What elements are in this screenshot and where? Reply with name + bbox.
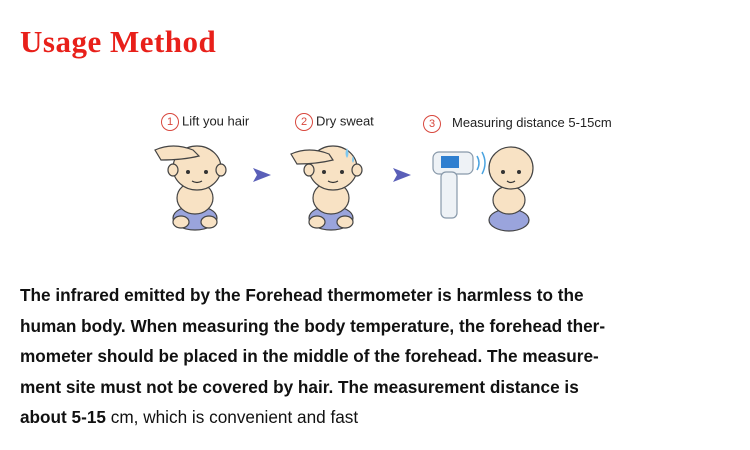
arrow-right-icon bbox=[393, 168, 411, 182]
description-line: ment site must not be covered by hair. The measurement distance is bbox=[20, 376, 579, 397]
step-3-label bbox=[423, 115, 612, 133]
description-last-bold: about 5-15 bbox=[20, 407, 106, 427]
step-1-number: 1 bbox=[161, 113, 179, 131]
baby-lift-hair-icon bbox=[153, 136, 243, 232]
page-title: Usage Method bbox=[20, 24, 217, 59]
description-line: The infrared emitted by the Forehead thermometer is harmless to the bbox=[20, 285, 584, 305]
baby-dry-sweat-icon bbox=[287, 136, 377, 232]
step-2-number: 2 bbox=[295, 113, 313, 131]
step-2-text: Dry sweat bbox=[316, 113, 374, 129]
usage-steps-illustration bbox=[125, 104, 612, 234]
step-1-text: Lift you hair bbox=[182, 113, 250, 129]
step-3-number: 3 bbox=[423, 115, 441, 133]
description-line: mometer should be placed in the middle of the forehead. The measure- bbox=[20, 346, 599, 366]
arrow-right-icon bbox=[253, 168, 271, 182]
description-last-line bbox=[20, 402, 732, 433]
thermometer-measuring-baby-icon bbox=[425, 138, 537, 234]
step-1-label bbox=[161, 113, 249, 131]
usage-description bbox=[20, 280, 732, 433]
description-last-normal: cm, which is convenient and fast bbox=[105, 407, 359, 427]
step-3-text: Measuring distance 5-15cm bbox=[452, 115, 612, 131]
step-2-label bbox=[295, 113, 374, 131]
description-line: human body. When measuring the body temperature, the forehead ther- bbox=[20, 315, 606, 336]
